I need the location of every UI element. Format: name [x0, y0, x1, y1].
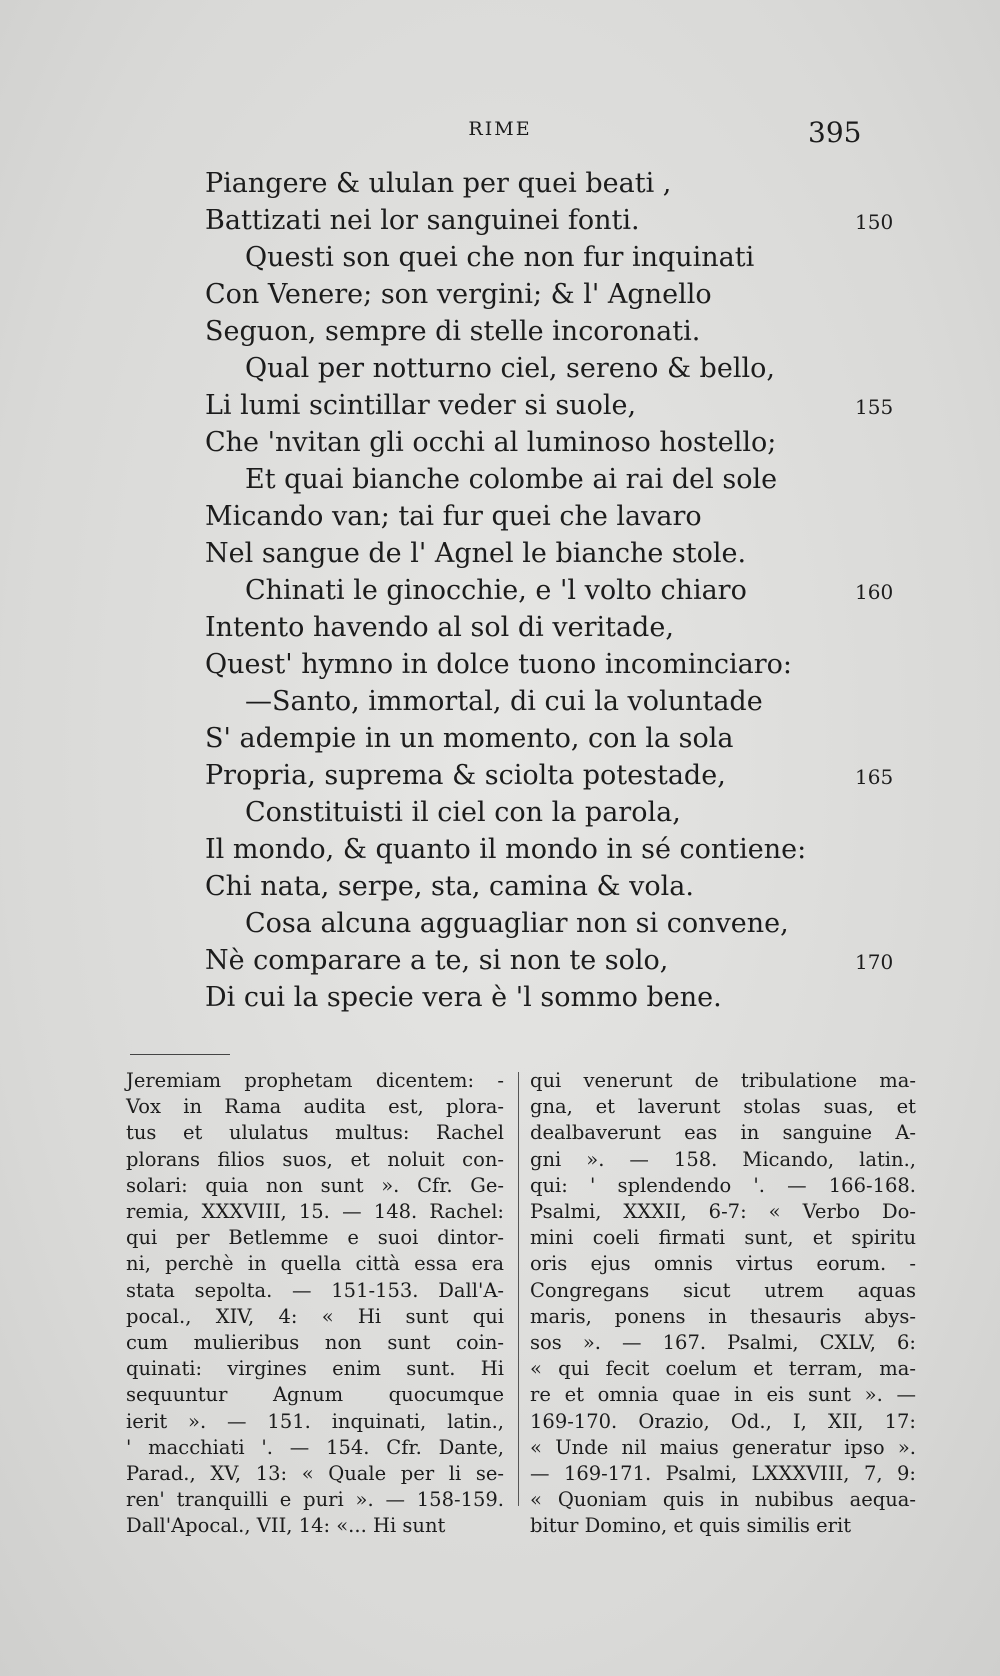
- note-line: ni, perchè in quella città essa era: [126, 1252, 504, 1276]
- verse-line: Nè comparare a te, si non te solo,: [205, 945, 669, 976]
- footnote-separator: [130, 1054, 230, 1055]
- note-line: qui: ' splendendo '. — 166-168.: [530, 1173, 916, 1197]
- note-line: pocal., XIV, 4: « Hi sunt qui: [126, 1304, 504, 1328]
- note-line: cum mulieribus non sunt coin-: [126, 1331, 504, 1355]
- note-line: Psalmi, XXXII, 6-7: « Verbo Do-: [530, 1200, 916, 1224]
- note-line: — 169-171. Psalmi, LXXXVIII, 7, 9:: [530, 1462, 916, 1486]
- verse-line: Constituisti il ciel con la parola,: [245, 797, 681, 828]
- verse-line: Chi nata, serpe, sta, camina & vola.: [205, 871, 694, 902]
- footnotes-left-column: [126, 1068, 504, 1540]
- verse-line: Chinati le ginocchie, e 'l volto chiaro: [245, 575, 747, 606]
- verse-line: Piangere & ululan per quei beati ,: [205, 168, 672, 199]
- verse-line: S' adempie in un momento, con la sola: [205, 723, 734, 754]
- note-line: remia, XXXVIII, 15. — 148. Rachel:: [126, 1200, 504, 1224]
- column-divider: [518, 1072, 519, 1506]
- note-line: gna, et laverunt stolas suas, et: [530, 1095, 916, 1119]
- note-line: solari: quia non sunt ». Cfr. Ge-: [126, 1173, 504, 1197]
- verse-line: Quest' hymno in dolce tuono incominciaro:: [205, 649, 793, 680]
- note-line: re et omnia quae in eis sunt ». —: [530, 1383, 916, 1407]
- note-line: sequuntur Agnum quocumque: [126, 1383, 504, 1407]
- note-line: mini coeli firmati sunt, et spiritu: [530, 1226, 916, 1250]
- note-line: oris ejus omnis virtus eorum. -: [530, 1252, 916, 1276]
- verse-line: —Santo, immortal, di cui la voluntade: [245, 686, 763, 717]
- verse-line: Questi son quei che non fur inquinati: [245, 242, 755, 273]
- note-line: sos ». — 167. Psalmi, CXLV, 6:: [530, 1331, 916, 1355]
- note-line: « Quoniam quis in nubibus aequa-: [530, 1488, 916, 1512]
- line-number: 170: [855, 950, 894, 974]
- line-number: 150: [855, 210, 894, 234]
- page-number: 395: [808, 116, 862, 149]
- note-line: dealbaverunt eas in sanguine A-: [530, 1121, 916, 1145]
- note-line: stata sepolta. — 151-153. Dall'A-: [126, 1278, 504, 1302]
- note-line: qui per Betlemme e suoi dintor-: [126, 1226, 504, 1250]
- note-line: ierit ». — 151. inquinati, latin.,: [126, 1409, 504, 1433]
- line-number: 160: [855, 580, 894, 604]
- verse-line: Intento havendo al sol di veritade,: [205, 612, 674, 643]
- verse-line: Che 'nvitan gli occhi al luminoso hostello;: [205, 427, 777, 458]
- line-number: 155: [855, 395, 894, 419]
- note-line: bitur Domino, et quis similis erit: [530, 1514, 852, 1538]
- note-line: ren' tranquilli e puri ». — 158-159.: [126, 1488, 504, 1512]
- verse-line: Micando van; tai fur quei che lavaro: [205, 501, 702, 532]
- verse-line: Nel sangue de l' Agnel le bianche stole.: [205, 538, 747, 569]
- note-line: Parad., XV, 13: « Quale per li se-: [126, 1462, 504, 1486]
- note-line: Vox in Rama audita est, plora-: [126, 1095, 504, 1119]
- note-line: Congregans sicut utrem aquas: [530, 1278, 916, 1302]
- verse-line: Cosa alcuna agguagliar non si convene,: [245, 908, 789, 939]
- line-number: 165: [855, 765, 894, 789]
- running-title: RIME: [468, 118, 532, 140]
- verse-line: Li lumi scintillar veder si suole,: [205, 390, 637, 421]
- note-line: plorans filios suos, et noluit con-: [126, 1147, 504, 1171]
- verse-line: Et quai bianche colombe ai rai del sole: [245, 464, 778, 495]
- note-line: ' macchiati '. — 154. Cfr. Dante,: [126, 1435, 504, 1459]
- verse-line: Di cui la specie vera è 'l sommo bene.: [205, 982, 722, 1013]
- note-line: Dall'Apocal., VII, 14: «... Hi sunt: [126, 1514, 446, 1538]
- verse-line: Battizati nei lor sanguinei fonti.: [205, 205, 640, 236]
- note-line: Jeremiam prophetam dicentem: -: [126, 1069, 504, 1092]
- verse-line: Il mondo, & quanto il mondo in sé contiene:: [205, 834, 807, 865]
- verse-line: Qual per notturno ciel, sereno & bello,: [245, 353, 775, 384]
- note-line: « qui fecit coelum et terram, ma-: [530, 1357, 916, 1381]
- footnotes: [126, 1068, 916, 1538]
- note-line: 169-170. Orazio, Od., I, XII, 17:: [530, 1409, 916, 1433]
- note-line: « Unde nil maius generatur ipso ».: [530, 1435, 916, 1459]
- note-line: quinati: virgines enim sunt. Hi: [126, 1357, 504, 1381]
- footnotes-right-column: [530, 1068, 916, 1540]
- verse-line: Con Venere; son vergini; & l' Agnello: [205, 279, 712, 310]
- verse-line: Propria, suprema & sciolta potestade,: [205, 760, 726, 791]
- note-line: gni ». — 158. Micando, latin.,: [530, 1147, 916, 1171]
- note-line: tus et ululatus multus: Rachel: [126, 1121, 504, 1145]
- verse-line: Seguon, sempre di stelle incoronati.: [205, 316, 701, 347]
- note-line: maris, ponens in thesauris abys-: [530, 1304, 916, 1328]
- note-line: qui venerunt de tribulatione ma-: [530, 1069, 916, 1092]
